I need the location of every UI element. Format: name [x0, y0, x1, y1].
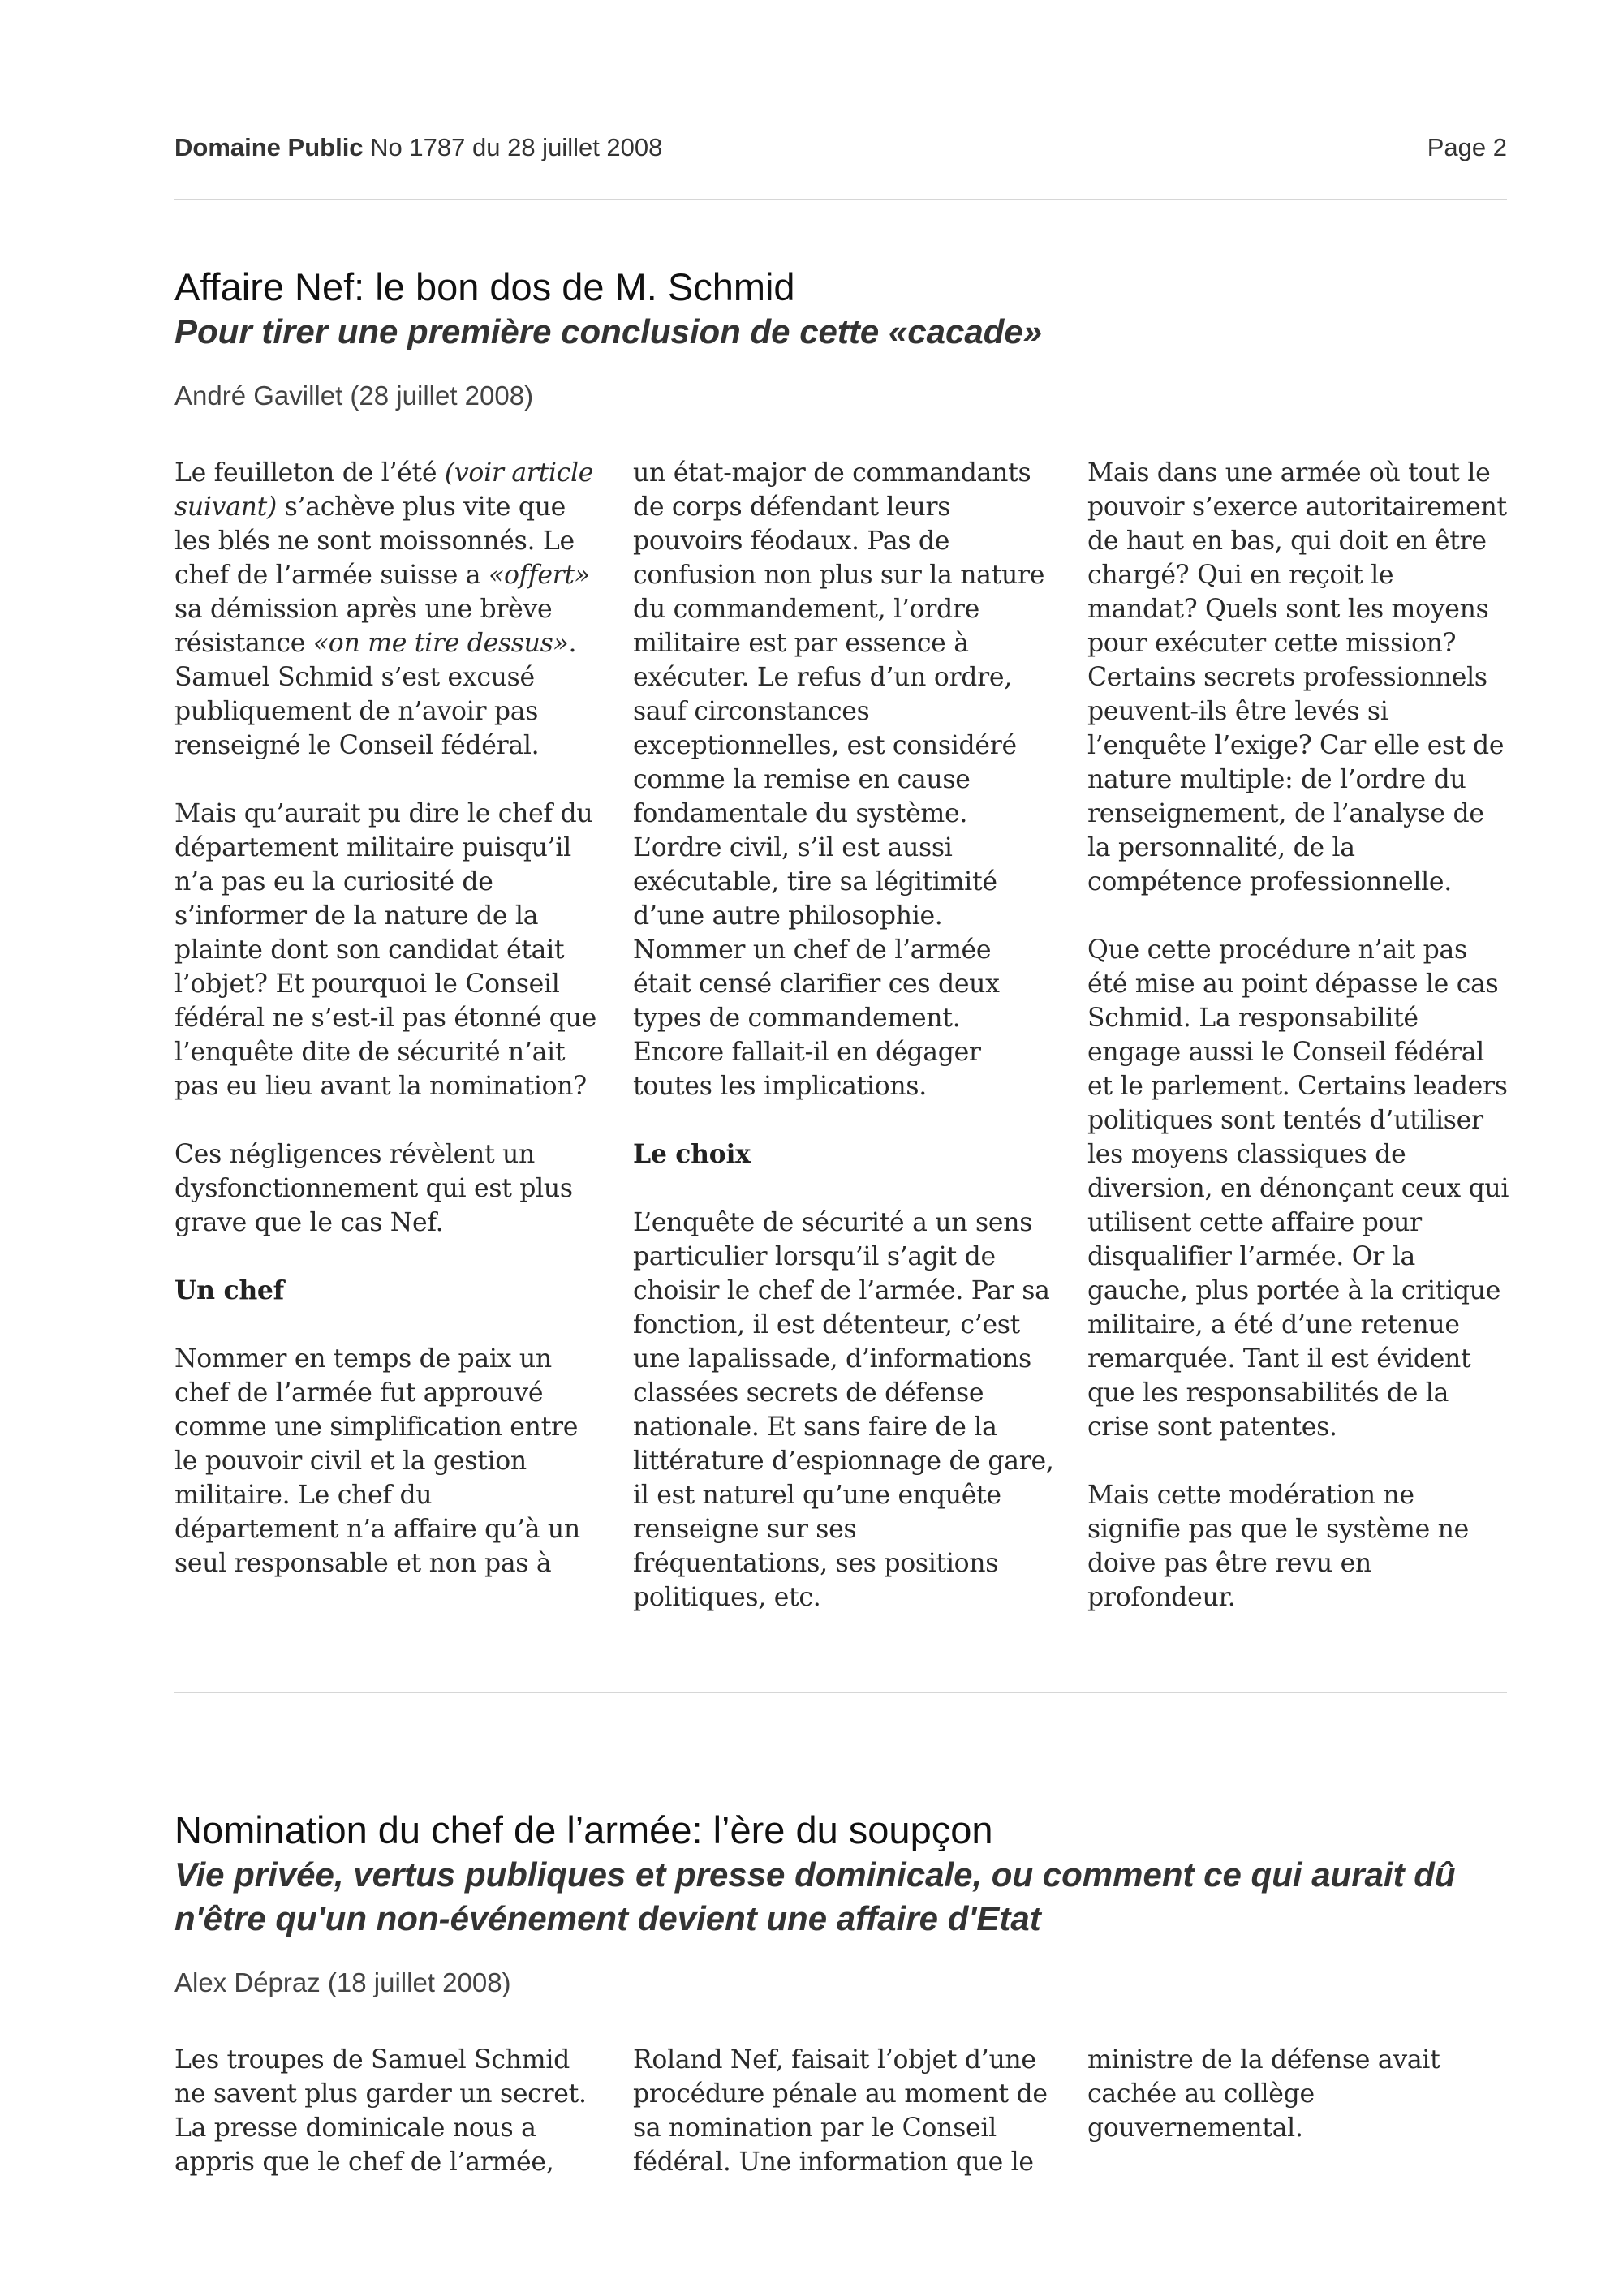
italic-text: (voir article suivant) [174, 458, 594, 522]
column-3 [1087, 2043, 1509, 2145]
header-publication-line [174, 133, 662, 162]
section-heading: Le choix [633, 1139, 751, 1169]
publication-name: Domaine Public [174, 133, 364, 161]
article-affaire-nef [174, 264, 1509, 1612]
article-byline: Alex Dépraz (18 juillet 2008) [174, 1967, 511, 1997]
column-3 [1087, 456, 1509, 1615]
paragraph: Roland Nef, faisait l’objet d’une procédure pénale au moment de sa nomination par le Conseil fédéral. Une information que le [633, 2045, 1048, 2177]
article-nomination [174, 1808, 1507, 2177]
column-2 [633, 456, 1055, 1615]
paragraph: ministre de la défense avait cachée au collège gouvernemental. [1087, 2045, 1440, 2143]
column-2 [633, 2043, 1055, 2179]
page-header [174, 133, 1507, 169]
italic-text: «on me tire dessus» [312, 629, 569, 658]
text-run: . Samuel Schmid s’est excusé publiquement de n’avoir pas renseigné le Conseil fédéral. [174, 629, 577, 760]
paragraph: Mais qu’aurait pu dire le chef du département militaire puisqu’il n’a pas eu la curiosité de s’informer de la nature de la plainte dont son candidat était l’objet? Et pourquoi le Conseil fédéral ne s’est-il pas étonné que l’enquête dite de sécurité n’ait pas eu lieu avant la nomination? [174, 799, 596, 1101]
header-divider [174, 199, 1507, 200]
article-title: Affaire Nef: le bon dos de M. Schmid [174, 265, 795, 308]
issue-info: No 1787 du 28 juillet 2008 [370, 133, 663, 161]
text-run: Le feuilleton de l’été [174, 458, 445, 488]
italic-text: «offert» [488, 561, 590, 590]
text-run: s’achève plus vite que les blés ne sont moissonnés. Le chef de l’armée suisse a [174, 492, 575, 590]
column-1 [174, 456, 596, 1580]
paragraph: Les troupes de Samuel Schmid ne savent plus garder un secret. La presse dominicale nous a appris que le chef de l’armée, [174, 2045, 587, 2177]
paragraph: Mais cette modération ne signifie pas que le système ne doive pas être revu en profondeur. [1087, 1481, 1469, 1612]
section-heading: Un chef [174, 1275, 284, 1305]
column-1 [174, 2043, 596, 2179]
article-subtitle: Pour tirer une première conclusion de cette «cacade» [174, 312, 1043, 350]
paragraph: Que cette procédure n’ait pas été mise au point dépasse le cas Schmid. La responsabilité engage aussi le Conseil fédéral et le parlement. Certains leaders politiques sont tentés d’utiliser les moyens classiques de diversion, en dénonçant ceux qui utilisent cette affaire pour disqualifier l’armée. Or la gauche, plus portée à la critique militaire, a été d’une retenue remarquée. Tant il est évident que les responsabilités de la crise sont patentes. [1087, 935, 1509, 1442]
article-subtitle: Vie privée, vertus publiques et presse dominicale, ou comment ce qui aurait dû n'être qu'un non-événement devient une affaire d'Etat [174, 1855, 1456, 1937]
article-divider [174, 1692, 1507, 1693]
article-byline: André Gavillet (28 juillet 2008) [174, 381, 534, 411]
article-title: Nomination du chef de l’armée: l’ère du soupçon [174, 1808, 993, 1851]
paragraph: un état-major de commandants de corps défendant leurs pouvoirs féodaux. Pas de confusion non plus sur la nature du commandement, l’ordre militaire est par essence à exécuter. Le refus d’un ordre, sauf circonstances exceptionnelles, est considéré comme la remise en cause fondamentale du système. L’ordre civil, s’il est aussi exécutable, tire sa légitimité d’une autre philosophie. Nommer un chef de l’armée était censé clarifier ces deux types de commandement. Encore fallait-il en dégager toutes les implications. [633, 458, 1045, 1101]
paragraph: Mais dans une armée où tout le pouvoir s’exerce autoritairement de haut en bas, qui doit en être chargé? Qui en reçoit le mandat? Quels sont les moyens pour exécuter cette mission? Certains secrets professionnels peuvent-ils être levés si l’enquête l’exige? Car elle est de nature multiple: de l’ordre du renseignement, de l’analyse de la personnalité, de la compétence professionnelle. [1087, 458, 1507, 896]
text-run: sa démission après une brève résistance [174, 595, 553, 658]
paragraph: L’enquête de sécurité a un sens particulier lorsqu’il s’agit de choisir le chef de l’armée. Par sa fonction, il est détenteur, c’est une lapalissade, d’informations classées secrets de défense nationale. Et sans faire de la littérature d’espionnage de gare, il est naturel qu’une enquête renseigne sur ses fréquentations, ses positions politiques, etc. [633, 1208, 1054, 1612]
paragraph: Ces négligences révèlent un dysfonctionnement qui est plus grave que le cas Nef. [174, 1140, 573, 1237]
page-number: Page 2 [1427, 133, 1507, 161]
paragraph: Nommer en temps de paix un chef de l’armée fut approuvé comme une simplification entre le pouvoir civil et la gestion militaire. Le chef du département n’a affaire qu’à un seul responsable et non pas à [174, 1344, 580, 1578]
paragraph [174, 456, 596, 763]
